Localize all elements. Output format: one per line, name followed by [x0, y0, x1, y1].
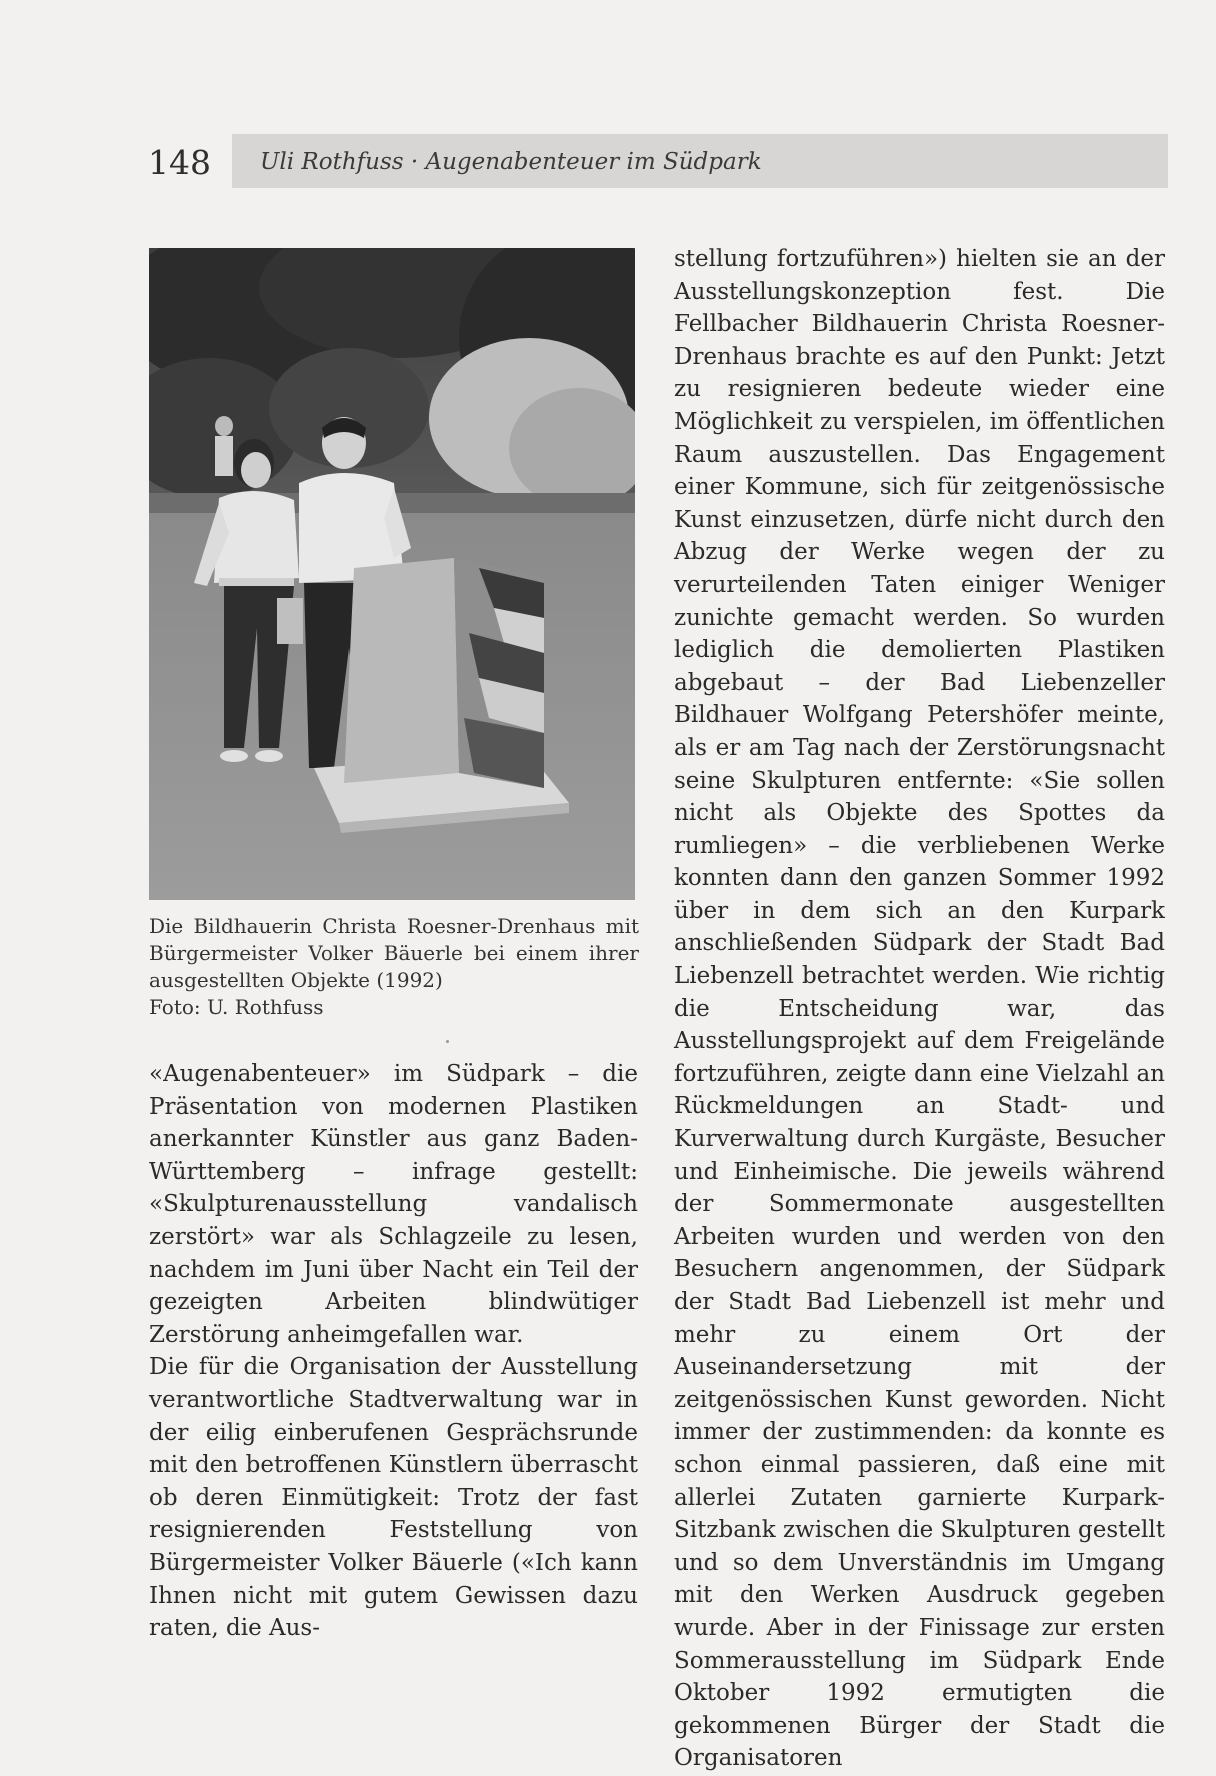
figure-caption — [149, 913, 639, 1021]
running-header: Uli Rothfuss · Augenabenteuer im Südpark — [260, 149, 762, 175]
caption-credit: Foto: U. Rothfuss — [149, 995, 324, 1019]
body-left-column — [149, 1058, 638, 1645]
print-speck — [446, 1040, 449, 1043]
photograph — [149, 248, 635, 900]
caption-text: Die Bildhauerin Christa Roesner-Drenhaus mit Bürgermeister Volker Bäuerle bei einem ihrer ausgestellten Objekte (1992) — [149, 914, 639, 992]
paragraph: «Augenabenteuer» im Südpark – die Präsentation von modernen Plastiken anerkannter Künstler aus ganz Baden-Württemberg – infrage gestellt: «Skulpturenausstellung vandalisch zerstört» war als Schlagzeile zu lesen, nachdem im Juni über Nacht ein Teil der gezeigten Arbeiten blindwütiger Zerstörung anheimgefallen war. — [149, 1061, 638, 1348]
photo-sculpture-icon — [149, 248, 635, 900]
running-header-bar — [232, 134, 1168, 188]
paragraph: stellung fortzuführen») hielten sie an der Ausstellungskonzeption fest. Die Fellbacher Bildhauerin Christa Roesner-Drenhaus brachte es auf den Punkt: Jetzt zu resignieren bedeute wieder eine Möglichkeit zu verspielen, im öffentlichen Raum auszustellen. Das Engagement einer Kommune, sich für zeitgenössische Kunst einzusetzen, dürfe nicht durch den Abzug der Werke wegen der zu verurteilenden Taten einiger Weniger zunichte gemacht werden. So wurden lediglich die demolierten Plastiken abgebaut – der Bad Liebenzeller Bildhauer Wolfgang Petershöfer meinte, als er am Tag nach der Zerstörungsnacht seine Skulpturen entfernte: «Sie sollen nicht als Objekte des Spottes da rumliegen» – die verbliebenen Werke konnten dann den ganzen Sommer 1992 über in dem sich an den Kurpark anschließenden Südpark der Stadt Bad Liebenzell betrachtet werden. Wie richtig die Entscheidung war, das Ausstellungsprojekt auf dem Freigelände fortzuführen, zeigte dann eine Vielzahl an Rückmeldungen an Stadt- und Kurverwaltung durch Kurgäste, Besucher und Einheimische. Die jeweils während der Sommermonate ausgestellten Arbeiten wurden und werden von den Besuchern angenommen, der Südpark der Stadt Bad Liebenzell ist mehr und mehr zu einem Ort der Auseinandersetzung mit der zeitgenössischen Kunst geworden. Nicht immer der zustimmenden: da konnte es schon einmal passieren, daß eine mit allerlei Zutaten garnierte Kurpark-Sitzbank zwischen die Skulpturen gestellt und so dem Unverständnis im Umgang mit den Werken Ausdruck gegeben wurde. Aber in der Finissage zur ersten Sommerausstellung im Südpark Ende Oktober 1992 ermutigten die gekommenen Bürger der Stadt die Organisatoren — [674, 246, 1165, 1772]
paragraph: Die für die Organisation der Ausstellung verantwortliche Stadtverwaltung war in der eilig einberufenen Gesprächsrunde mit den betroffenen Künstlern überrascht ob deren Einmütigkeit: Trotz der fast resignierenden Feststellung von Bürgermeister Volker Bäuerle («Ich kann Ihnen nicht mit gutem Gewissen dazu raten, die Aus- — [149, 1354, 638, 1642]
page-number: 148 — [148, 143, 211, 182]
body-right-column — [674, 243, 1165, 1775]
